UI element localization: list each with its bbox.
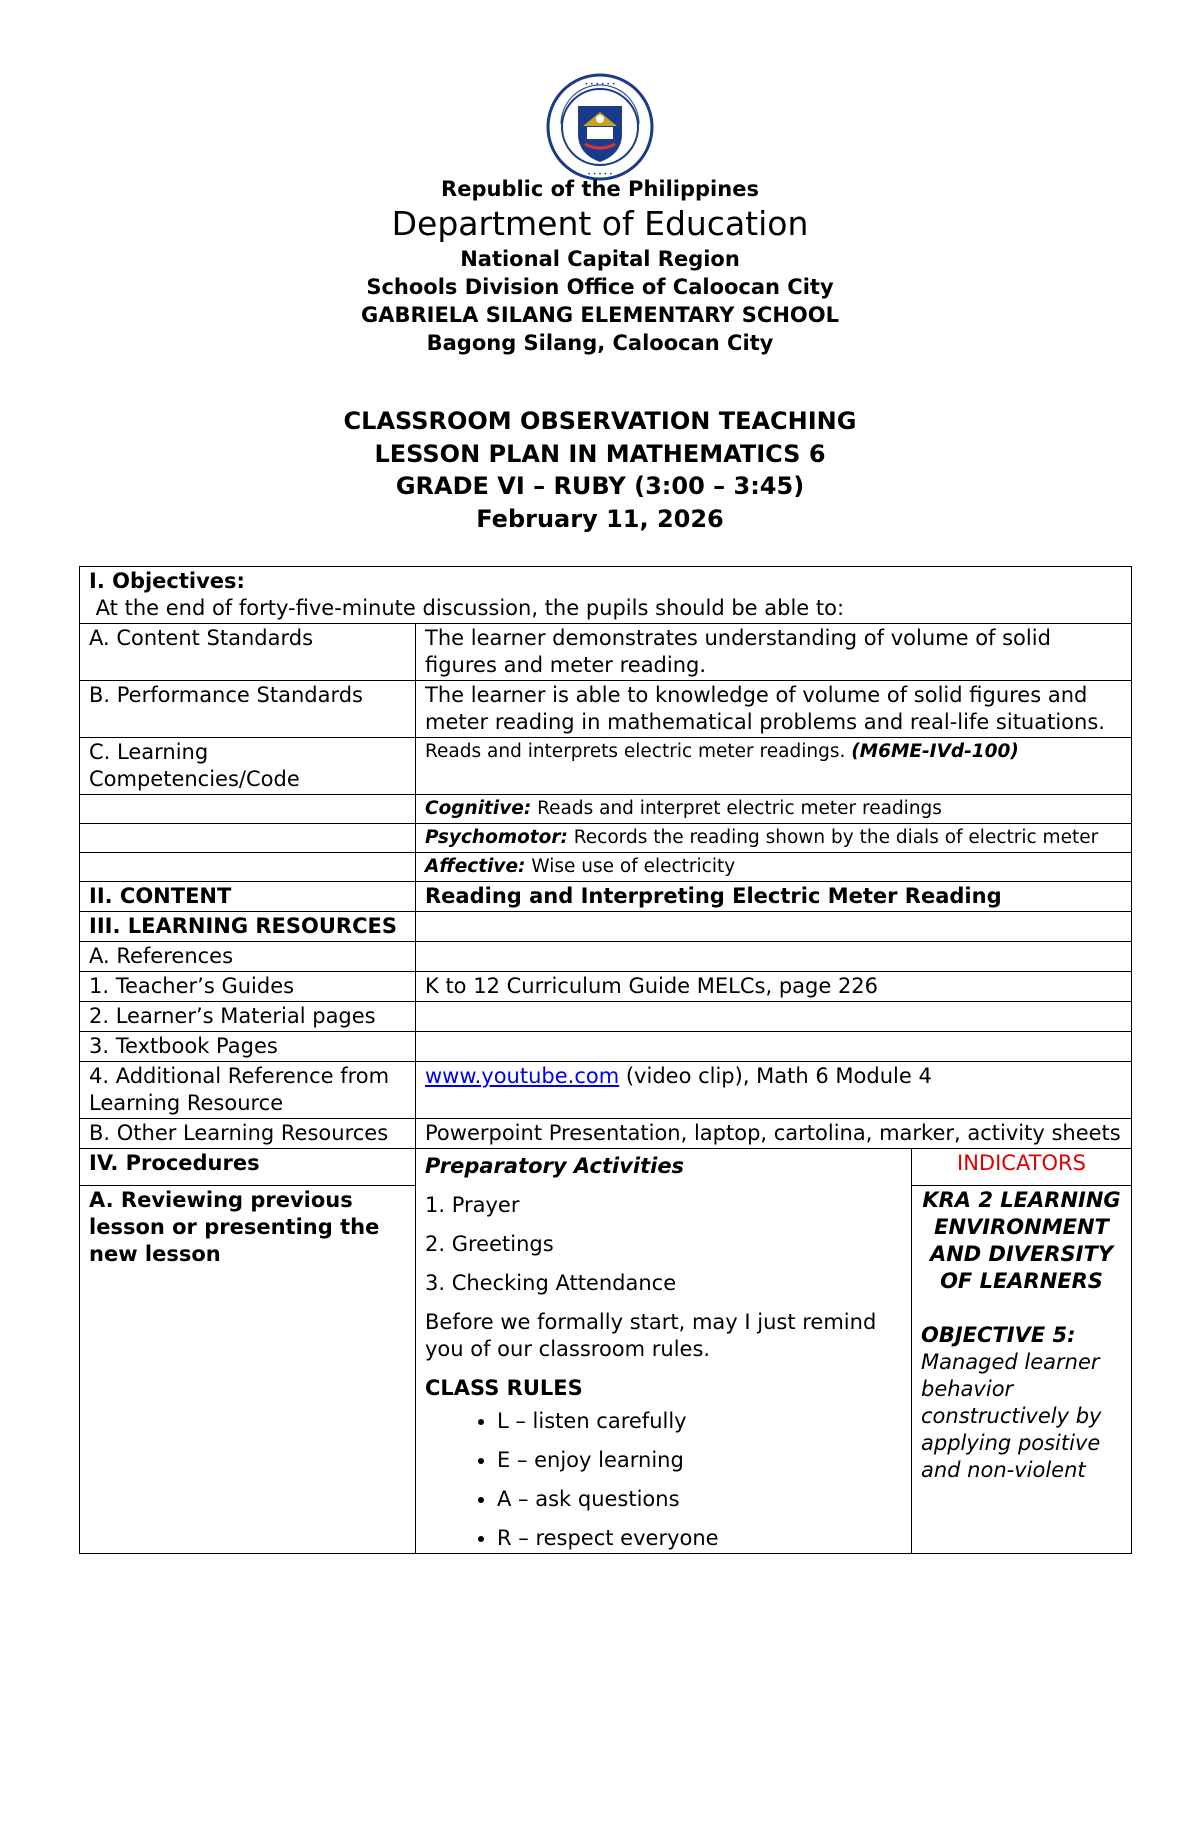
school-line: GABRIELA SILANG ELEMENTARY SCHOOL xyxy=(360,303,840,327)
objectives-cell xyxy=(80,567,1132,624)
competencies-value xyxy=(416,738,1132,795)
cognitive-objective xyxy=(416,795,1132,824)
affective-label: Affective: xyxy=(425,856,526,877)
indicators-label: INDICATORS xyxy=(912,1149,1132,1186)
title-date: February 11, 2026 xyxy=(476,504,724,533)
table-row xyxy=(80,912,1132,942)
empty-cell xyxy=(416,1032,1132,1062)
additional-reference-value xyxy=(416,1062,1132,1119)
table-row xyxy=(80,738,1132,795)
lesson-title-block xyxy=(0,405,1200,535)
competency-text: Reads and interprets electric meter readings. xyxy=(425,741,852,762)
list-item: • L – listen carefully xyxy=(497,1408,902,1435)
list-item: • A – ask questions xyxy=(497,1486,902,1513)
division-line: Schools Division Office of Caloocan City xyxy=(366,275,834,299)
list-item: • R – respect everyone xyxy=(497,1525,902,1552)
department-line: Department of Education xyxy=(391,204,809,243)
preparatory-heading: Preparatory Activities xyxy=(425,1154,685,1178)
republic-line: Republic of the Philippines xyxy=(441,177,759,201)
performance-standards-label: B. Performance Standards xyxy=(80,681,416,738)
class-rules-list xyxy=(425,1408,902,1552)
table-row xyxy=(80,942,1132,972)
table-row xyxy=(80,853,1132,882)
rules-reminder: Before we formally start, may I just remind you of our classroom rules. xyxy=(425,1310,877,1361)
content-standards-label: A. Content Standards xyxy=(80,624,416,681)
empty-cell xyxy=(416,912,1132,942)
other-resources-label: B. Other Learning Resources xyxy=(80,1119,416,1149)
deped-seal-logo xyxy=(545,72,655,182)
content-value: Reading and Interpreting Electric Meter Reading xyxy=(416,882,1132,912)
address-line: Bagong Silang, Caloocan City xyxy=(426,331,774,355)
psychomotor-label: Psychomotor: xyxy=(425,827,568,848)
svg-text:• • • • • •: • • • • • • xyxy=(584,81,616,88)
prep-item-prayer: 1. Prayer xyxy=(425,1193,520,1217)
competency-code: (M6ME-IVd-100) xyxy=(851,741,1019,762)
learning-resources-label: III. LEARNING RESOURCES xyxy=(80,912,416,942)
affective-objective xyxy=(416,853,1132,882)
other-resources-value: Powerpoint Presentation, laptop, cartolina, marker, activity sheets xyxy=(416,1119,1132,1149)
teachers-guides-label: 1. Teacher’s Guides xyxy=(80,972,416,1002)
table-row xyxy=(80,624,1132,681)
empty-cell xyxy=(416,942,1132,972)
prep-item-greetings: 2. Greetings xyxy=(425,1232,554,1256)
objective-5-label: OBJECTIVE 5: xyxy=(921,1322,1076,1347)
list-item: • E – enjoy learning xyxy=(497,1447,902,1474)
table-row xyxy=(80,882,1132,912)
additional-reference-label: 4. Additional Reference from Learning Resource xyxy=(80,1062,416,1119)
teachers-guides-value: K to 12 Curriculum Guide MELCs, page 226 xyxy=(416,972,1132,1002)
title-line-2: LESSON PLAN IN MATHEMATICS 6 xyxy=(374,439,826,468)
region-line: National Capital Region xyxy=(460,247,740,271)
textbook-pages-label: 3. Textbook Pages xyxy=(80,1032,416,1062)
document-header xyxy=(0,175,1200,357)
procedure-step-a: A. Reviewing previous lesson or presenting the new lesson xyxy=(80,1185,416,1553)
cognitive-text: Reads and interpret electric meter readings xyxy=(531,798,942,819)
table-row xyxy=(80,1032,1132,1062)
objective-5-text: Managed learner behavior constructively by applying positive and non-violent xyxy=(921,1349,1102,1482)
affective-text: Wise use of electricity xyxy=(525,856,736,877)
youtube-link[interactable]: www.youtube.com xyxy=(425,1064,620,1088)
objectives-heading: I. Objectives: xyxy=(89,569,245,593)
svg-text:• • • • •: • • • • • xyxy=(587,171,613,178)
title-line-3: GRADE VI – RUBY (3:00 – 3:45) xyxy=(395,472,805,500)
learners-material-label: 2. Learner’s Material pages xyxy=(80,1002,416,1032)
psychomotor-objective xyxy=(416,824,1132,853)
table-row xyxy=(80,1002,1132,1032)
empty-cell xyxy=(80,795,416,824)
additional-reference-text: (video clip), Math 6 Module 4 xyxy=(619,1064,932,1088)
procedures-label: IV. Procedures xyxy=(80,1149,416,1186)
table-row xyxy=(80,681,1132,738)
content-label: II. CONTENT xyxy=(80,882,416,912)
empty-cell xyxy=(80,853,416,882)
empty-cell xyxy=(80,824,416,853)
indicators-cell xyxy=(912,1185,1132,1553)
performance-standards-value: The learner is able to knowledge of volume of solid figures and meter reading in mathematical problems and real-life situations. xyxy=(416,681,1132,738)
empty-cell xyxy=(416,1002,1132,1032)
table-row xyxy=(80,795,1132,824)
lesson-plan-table xyxy=(79,566,1132,1554)
table-row xyxy=(80,824,1132,853)
table-row xyxy=(80,567,1132,624)
kra-label: KRA 2 LEARNING ENVIRONMENT AND DIVERSITY OF LEARNERS xyxy=(922,1187,1121,1293)
references-label: A. References xyxy=(80,942,416,972)
table-row xyxy=(80,1119,1132,1149)
table-row xyxy=(80,1149,1132,1186)
title-line-1: CLASSROOM OBSERVATION TEACHING xyxy=(343,407,857,435)
objectives-intro: At the end of forty-five-minute discussion, the pupils should be able to: xyxy=(89,596,845,620)
class-rules-heading: CLASS RULES xyxy=(425,1376,583,1400)
cognitive-label: Cognitive: xyxy=(425,798,532,819)
prep-item-attendance: 3. Checking Attendance xyxy=(425,1271,677,1295)
preparatory-activities-cell xyxy=(416,1149,912,1554)
table-row xyxy=(80,1062,1132,1119)
psychomotor-text: Records the reading shown by the dials of electric meter xyxy=(567,827,1099,848)
content-standards-value: The learner demonstrates understanding of volume of solid figures and meter reading. xyxy=(416,624,1132,681)
table-row xyxy=(80,972,1132,1002)
competencies-label: C. Learning Competencies/Code xyxy=(80,738,416,795)
